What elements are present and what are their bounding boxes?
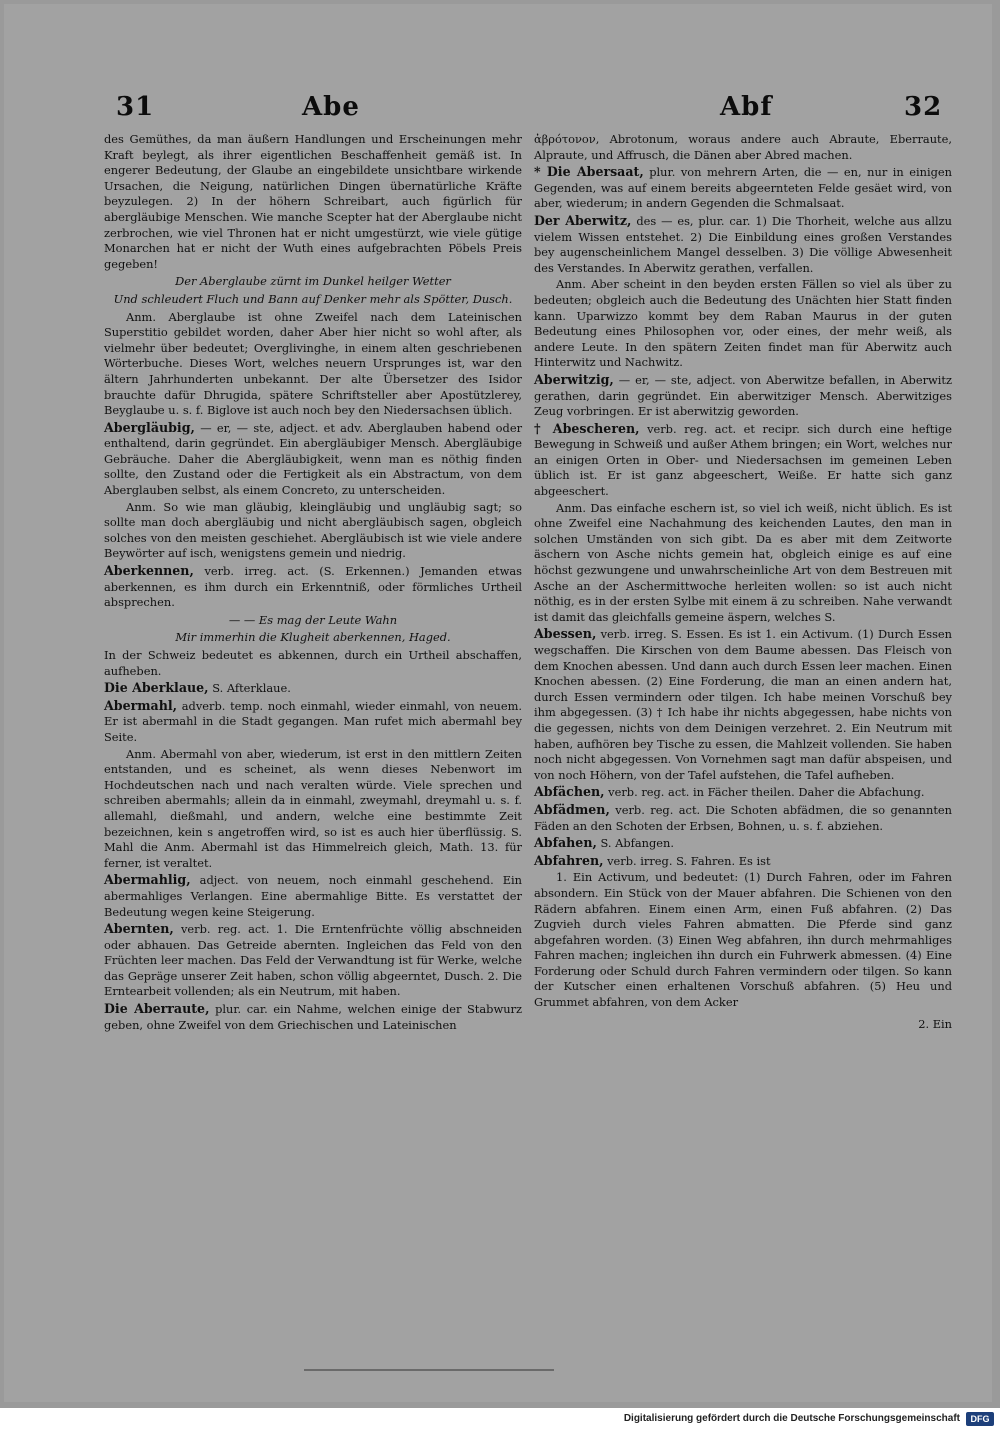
footer-bar — [0, 1408, 1000, 1432]
dictionary-entry — [534, 421, 952, 500]
verse-quote: Der Aberglaube zürnt im Dunkel heilger Wetter — [175, 274, 451, 289]
page-sheet — [4, 4, 992, 1402]
annotation-paragraph: Anm. So wie man gläubig, kleingläubig und ungläubig sagt; so sollte man doch abergläubig und nicht abergläubisch sagen, obgleich solches von den meisten geschiehet. Abergläubisch ist wie viele andere Beywörter auf isch, wenigstens gemein und niedrig. — [104, 499, 522, 561]
entry-definition: — er, — ste, adject. von Aberwitze befallen, in Aberwitz gerathen, darin gegründet. Ein aberwitziger Mensch. Aberwitziges Zeug vorbringen. Er ist aberwitzig geworden. — [534, 372, 952, 419]
entry-headword: Aberkennen, — [104, 563, 194, 579]
verse-quote: — — Es mag der Leute Wahn — [228, 612, 398, 627]
bottom-rule — [304, 1369, 554, 1371]
entry-headword: Abermahlig, — [104, 872, 191, 888]
entry-definition: verb. reg. act. Die Schoten abfädmen, die so genannten Fäden an den Schoten der Erbsen, Bohnen, u. s. f. abziehen. — [534, 802, 952, 833]
entry-definition: S. Abfangen. — [600, 836, 674, 851]
entry-definition: verb. reg. act. et recipr. sich durch eine heftige Bewegung in Schweiß und außer Athem bringen; ein Wort, welches nur an einigen Orten in Ober- und Niedersachsen im gemeinen Leben üblich ist. Er ist ganz abgeeschert, Weiße. Er hatte sich ganz abgeeschert. — [534, 421, 952, 499]
entry-headword: Aberwitzig, — [534, 371, 614, 387]
left-running-head: Abe — [302, 92, 360, 122]
right-column — [534, 132, 952, 1033]
entry-definition: plur. von mehrern Arten, die — en, nur in einigen Gegenden, was auf einem bereits abgeernteten Felde gesäet wird, von aber, wiederum; in andern Gegenden die Schmalsaat. — [534, 165, 953, 211]
left-page-number: 31 — [116, 92, 155, 122]
dictionary-entry — [104, 921, 522, 1000]
funding-notice: Digitalisierung gefördert durch die Deutsche Forschungsgemeinschaft — [623, 1413, 960, 1424]
entry-definition: — er, — ste, adject. et adv. Aberglauben habend oder enthaltend, darin gegründet. Ein abergläubiger Mensch. Abergläubige Gebräuche. Daher die Abergläubigkeit, wenn man es nöthig finden sollte, den Zustand oder die Fertigkeit als ein Abstractum, von dem Aberglauben selbst, als einem Concreto, zu unterscheiden. — [104, 420, 523, 498]
entry-headword: Abessen, — [534, 626, 597, 642]
entry-headword: * Die Abersaat, — [534, 164, 644, 180]
entry-headword: Abermahl, — [104, 697, 178, 713]
entry-definition: S. Afterklaue. — [212, 681, 291, 696]
entry-headword: Abfädmen, — [534, 801, 610, 817]
dictionary-entry — [104, 680, 522, 697]
dictionary-entry — [534, 213, 952, 276]
left-column — [104, 132, 522, 1034]
right-page-number: 32 — [904, 92, 943, 122]
dictionary-entry — [104, 420, 522, 499]
entry-headword: Abergläubig, — [104, 419, 195, 435]
entry-headword: Die Aberraute, — [104, 1001, 210, 1017]
verse-quote: Und schleudert Fluch und Bann auf Denker mehr als Spötter, Dusch. — [113, 291, 513, 306]
dictionary-entry — [534, 835, 952, 852]
dictionary-entry — [534, 372, 952, 420]
entry-headword: Abfahren, — [534, 852, 604, 868]
annotation-paragraph: Anm. Aberglaube ist ohne Zweifel nach dem Lateinischen Superstitio gebildet worden, daher Aber hier nicht so wohl after, als vielmehr über bedeutet; Overglivinghe, in einem alten geschriebenen Wörterbuche. Dieses Wort, welches neuern Ursprunges ist, war den ältern Jahrhunderten unbekannt. Der alte Übersetzer des Isidor brauchte dafür Dhrugida, spätere Schriftsteller aber Apostützlerey, Beyglaube u. s. f. Biglove ist auch noch bey den Niedersachsen üblich. — [104, 309, 522, 418]
entry-definition: verb. reg. act. in Fächer theilen. Daher die Abfachung. — [608, 785, 925, 800]
text-paragraph: ἀβρότονον, Abrotonum, woraus andere auch Abraute, Eberraute, Alpraute, und Affrusch, die Dänen aber Abred machen. — [534, 132, 952, 162]
dictionary-entry — [534, 853, 952, 870]
entry-definition: des — es, plur. car. 1) Die Thorheit, welche aus allzu vielem Wissen entstehet. 2) Die Einbildung eines großen Verstandes bey augenscheinlichem Mangel desselben. 3) Die völlige Abwesenheit des Verstandes. In Aberwitz gerathen, verfallen. — [534, 213, 952, 275]
entry-definition: verb. irreg. S. Essen. Es ist 1. ein Activum. (1) Durch Essen wegschaffen. Die Kirschen von dem Baume abessen. Das Fleisch von dem Knochen abessen. Und dann auch durch Essen leer machen. Einen Knochen abessen. (2) Eine Forderung, die man an einen andern hat, durch Essen vermindern oder tilgen. Ich habe meinen Vorschuß bey ihm abgegessen. (3) † Ich habe ihr nichts abgegessen, habe nichts von die gegessen, nichts von dem Deinigen verzehret. 2. Ein Neutrum mit haben, aufhören bey Tische zu essen, die Mahlzeit vollenden. Sie haben noch nicht abgegessen. Von Vornehmen sagt man dafür abspeisen, und von noch Höhern, von der Tafel aufstehen, die Tafel aufheben. — [534, 627, 952, 782]
entry-definition: verb. reg. act. 1. Die Erntenfrüchte völlig abschneiden oder abhauen. Das Getreide abernten. Ingleichen das Feld von den Früchten leer machen. Das Feld der Verwandtung ist für Werke, welche das Gepräge unserer Zeit haben, schon völlig abgeerntet, Dusch. 2. Die Erntearbeit vollenden; als ein Neutrum, mit haben. — [104, 922, 522, 999]
annotation-paragraph: 1. Ein Activum, und bedeutet: (1) Durch Fahren, oder im Fahren absondern. Ein Stück von der Mauer abfahren. Die Schienen von den Rädern abfahren. Einem einen Arm, einen Fuß abfahren. (2) Das Zugvieh durch vieles Fahren abmatten. Die Pferde sind ganz abgefahren worden. (3) Einen Weg abfahren, ihn durch mehrmahliges Fahren machen; ingleichen ihn durch ein Fuhrwerk abmessen. (4) Eine Forderung oder Schuld durch Fahren vermindern oder tilgen. So kann der Kutscher einen erhaltenen Vorschuß abfahren. (5) Heu und Grummet abfahren, von dem Acker — [534, 870, 952, 1010]
annotation-paragraph: Anm. Aber scheint in den beyden ersten Fällen so viel als über zu bedeuten; obgleich auch die Bedeutung des Unächten hier Statt finden kann. Uparwizzo kommt bey dem Raban Maurus in der guten Bedeutung eines Philosophen vor, oder eines, der mehr weiß, als andere Leute. In den spätern Zeiten findet man für Aberwitz auch Hinterwitz und Nachwitz. — [534, 277, 952, 370]
text-paragraph: des Gemüthes, da man äußern Handlungen und Erscheinungen mehr Kraft beylegt, als ihrer eigentlichen Beschaffenheit gemäß ist. In engerer Bedeutung, der Glaube an eingebildete unsichtbare wirkende Ursachen, die Neigung, natürlichen Dingen übernatürliche Kräfte beyzulegen. 2) In der höhern Schreibart, auch figürlich für abergläubige Menschen. Wie manche Scepter hat der Aberglaube nicht zerbrochen, wie viel Thronen hat er nicht umgestürzt, wie viele gütige Monarchen hat er nicht der Wuth eines aufgebrachten Pöbels Preis gegeben! — [104, 132, 522, 271]
entry-headword: † Abescheren, — [534, 420, 640, 436]
entry-headword: Abernten, — [104, 921, 174, 937]
right-running-head: Abf — [720, 92, 773, 122]
entry-headword: Der Aberwitz, — [534, 212, 632, 228]
entry-definition: adject. von neuem, noch einmahl geschehend. Ein abermahliges Verlangen. Eine abermahlige Bitte. Es verstattet der Bedeutung wegen keine Steigerung. — [104, 873, 522, 919]
dictionary-entry — [104, 1001, 522, 1033]
annotation-paragraph: Anm. Das einfache eschern ist, so viel ich weiß, nicht üblich. Es ist ohne Zweifel eine Nachahmung des keichenden Lautes, den man in solchen Umständen von sich gibt. Da es aber mit dem Zeitworte äschern von Asche nichts gemein hat, obgleich einige es auf eine höchst gezwungene und unwahrscheinliche Art von dem Bestreuen mit Asche an der Aschermittwoche herleiten wollen: so ist auch nicht nöthig, es in der ersten Sylbe mit einem ä zu schreiben. Nahe verwandt ist damit das gleichfalls gemeine äspern, welches S. — [534, 500, 952, 624]
dfg-logo: DFG — [966, 1412, 994, 1426]
entry-definition: plur. car. ein Nahme, welchen einige der Stabwurz geben, ohne Zweifel von dem Griechischen und Lateinischen — [104, 1002, 523, 1032]
entry-headword: Die Aberklaue, — [104, 680, 209, 696]
entry-definition: adverb. temp. noch einmahl, wieder einmahl, von neuem. Er ist abermahl in die Stadt gegangen. Man rufet mich abermahl bey Seite. — [104, 698, 522, 744]
entry-definition: verb. irreg. act. (S. Erkennen.) Jemanden etwas aberkennen, es ihm durch ein Erkenntniß, oder förmliches Urtheil absprechen. — [104, 564, 522, 610]
text-paragraph: In der Schweiz bedeutet es abkennen, durch ein Urtheil abschaffen, aufheben. — [104, 648, 522, 678]
dictionary-entry — [534, 802, 952, 834]
annotation-paragraph: Anm. Abermahl von aber, wiederum, ist erst in den mittlern Zeiten entstanden, und es scheinet, als wenn dieses Nebenwort im Hochdeutschen nach und nach veralten würde. Viele sprechen und schreiben abermahls; allein da in einmahl, zweymahl, dreymahl u. s. f. allemahl, dießmahl, und andern, welche eine bestimmte Zeit bezeichnen, kein s angetroffen wird, so ist es auch hier überflüssig. S. Mahl die Anm. Abermahl ist das Himmelreich gleich, Math. 13. für ferner, ist veraltet. — [104, 746, 522, 870]
verse-quote: Mir immerhin die Klugheit aberkennen, Haged. — [175, 630, 451, 645]
entry-headword: Abfahen, — [534, 835, 597, 851]
entry-definition: verb. irreg. S. Fahren. Es ist — [607, 853, 771, 868]
catchword: 2. Ein — [918, 1016, 952, 1031]
dictionary-entry — [534, 164, 952, 212]
dictionary-entry — [104, 698, 522, 746]
dictionary-entry — [534, 784, 952, 801]
dictionary-entry — [104, 563, 522, 611]
dictionary-entry — [534, 626, 952, 783]
dictionary-entry — [104, 872, 522, 920]
entry-headword: Abfächen, — [534, 784, 605, 800]
